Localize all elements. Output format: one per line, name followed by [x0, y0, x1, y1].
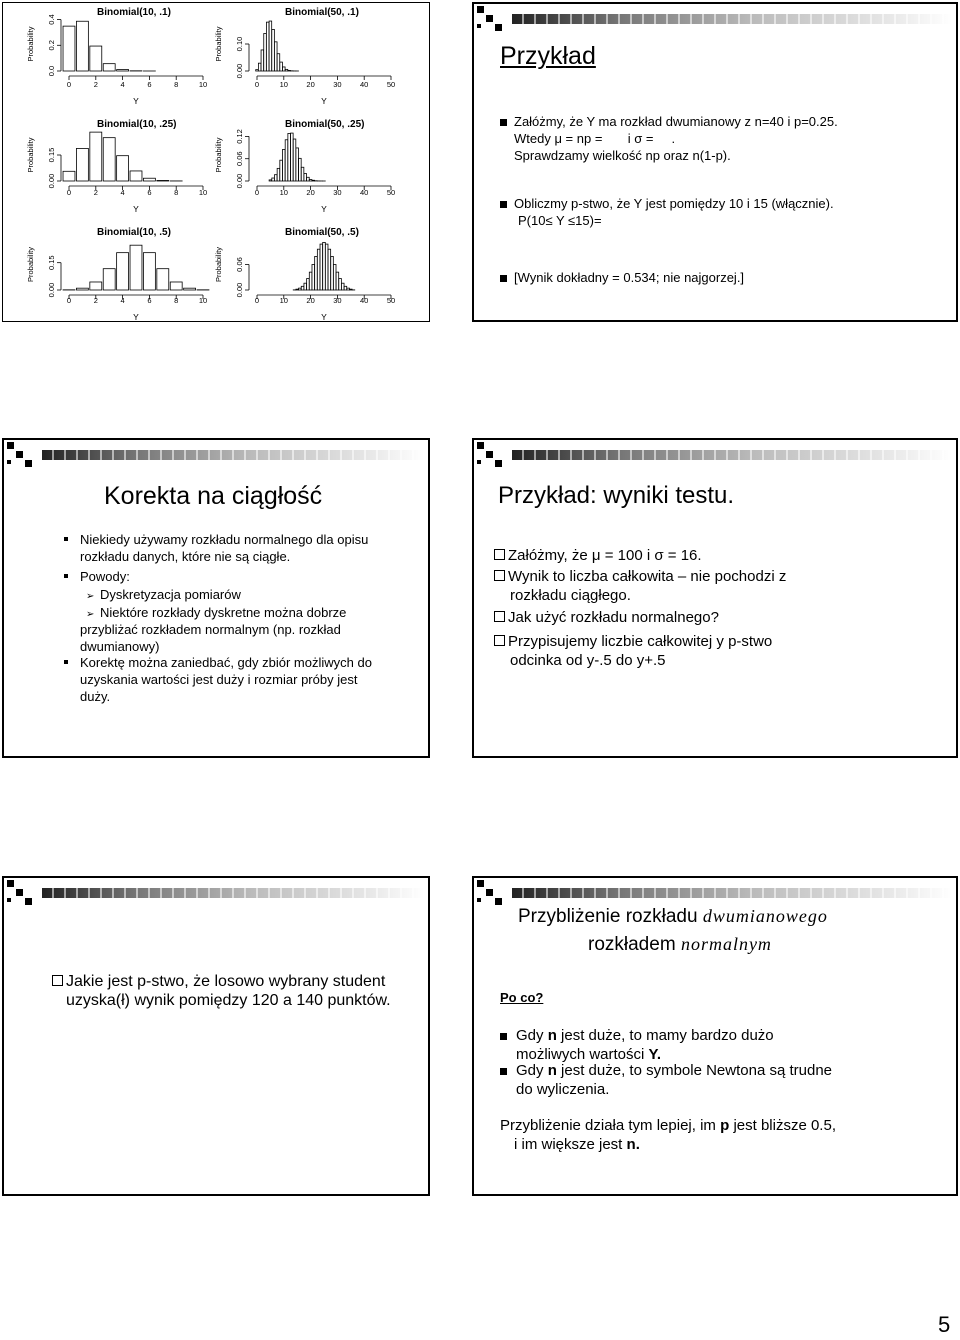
summary-line-1 [500, 1116, 956, 1135]
chart-bar [143, 253, 155, 290]
slide-title: Przykład [500, 42, 596, 70]
chart-bar [90, 46, 102, 71]
bullet-1-line-1: Niekiedy używamy rozkładu normalnego dla opisu [80, 532, 369, 547]
chart-bar [76, 21, 88, 71]
chart-bar [277, 54, 280, 71]
binomial-charts [3, 3, 429, 321]
chart-bar [103, 64, 115, 71]
chart-bar [280, 62, 283, 71]
bullet-1-line-1 [516, 1026, 956, 1045]
x-tick-label: 0 [66, 188, 72, 197]
bullet-1 [516, 1026, 956, 1064]
bullet-1-line-1: Załóżmy, że Y ma rozkład dwumianowy z n=40 i p=0.25. [514, 114, 838, 129]
slide-title: Przykład: wyniki testu. [498, 482, 735, 509]
x-tick-label: 10 [198, 296, 208, 305]
chart-bar [328, 249, 331, 290]
chart-bar [269, 180, 272, 181]
x-tick-label: 0 [66, 80, 72, 89]
slide-title-line-2 [588, 934, 772, 956]
y-axis-label: Probability [214, 246, 223, 283]
slide-pytanie [2, 876, 430, 1196]
chart-title: Binomial(50, .25) [285, 119, 365, 130]
bullet-2 [514, 195, 954, 229]
slide-title-line-1 [518, 906, 828, 928]
bullet-2-line-1: Obliczmy p-stwo, że Y jest pomiędzy 10 i 15 (włącznie). [514, 196, 834, 211]
chart-bar [272, 178, 275, 181]
bullet-2 [516, 1061, 956, 1099]
item-1-text: Załóżmy, że μ = 100 i σ = 16. [508, 547, 702, 564]
y-axis-label: Probability [214, 137, 223, 173]
chart-bar [320, 244, 323, 290]
bullet-1-line-3: Sprawdzamy wielkość np oraz n(1-p). [514, 148, 731, 163]
title-text-d: normalnym [680, 934, 772, 954]
chart-bar [274, 42, 277, 71]
chart-bar [130, 171, 142, 181]
bullet-1-line-2: rozkładu danych, które nie są ciągłe. [80, 549, 291, 564]
sub-bullet-1: Dyskretyzacja pomiarów [100, 587, 241, 602]
x-tick-label: 20 [306, 80, 315, 89]
slide-title: Korekta na ciągłość [104, 482, 323, 510]
x-tick-label: 30 [333, 80, 342, 89]
y-tick-label: 0.2 [47, 40, 56, 51]
bullet-3-line-2: uzyskania wartości jest duży i rozmiar próby jest [80, 672, 358, 687]
bullet-icon [500, 201, 507, 208]
x-tick-label: 2 [93, 80, 98, 89]
x-tick-label: 0 [254, 80, 260, 89]
arrow-bullet-icon: ➢ [86, 591, 95, 602]
y-axis-label: Probability [26, 137, 35, 173]
item-2 [494, 567, 954, 586]
y-tick-label: 0.00 [235, 63, 244, 79]
x-tick-label: 6 [147, 188, 152, 197]
slide-korekta [2, 438, 430, 758]
chart-bar [261, 50, 264, 71]
chart-bar [288, 133, 291, 181]
title-text-b: dwumianowego [702, 906, 828, 926]
chart-bar [347, 288, 350, 290]
y-axis-label: Probability [26, 26, 35, 62]
item-3 [494, 608, 954, 632]
x-tick-label: 0 [254, 296, 260, 305]
x-tick-label: 40 [360, 188, 369, 197]
bullet-1-line-2: Wtedy μ = np = i σ = . [514, 131, 676, 146]
bullet-3: [Wynik dokładny = 0.534; nie najgorzej.] [514, 270, 745, 285]
sum-text-c: i im większe jest [514, 1136, 623, 1153]
chart-bar [336, 272, 339, 290]
x-axis-label: Y [133, 204, 139, 214]
title-text-c: rozkładem [588, 934, 676, 955]
bullet-2-line-2: P(10≤ Y ≤15)= [518, 213, 602, 228]
chart-bar [117, 156, 129, 181]
chart-bar [344, 286, 347, 290]
chart-bar [90, 132, 102, 181]
x-tick-label: 30 [333, 188, 342, 197]
chart-bar [184, 288, 196, 290]
y-tick-label: 0.0 [47, 65, 56, 77]
bullet-icon [64, 660, 68, 664]
x-tick-label: 50 [386, 80, 396, 89]
chart-bar [296, 148, 299, 181]
x-tick-label: 0 [66, 296, 72, 305]
b2-n: n [547, 1062, 557, 1079]
chart-bar [170, 282, 182, 290]
sub-bullet-2-line-2: przybliżać rozkładem normalnym (np. rozkład [80, 622, 341, 637]
x-tick-label: 4 [120, 296, 125, 305]
sub-bullet-2-line-1: Niektóre rozkłady dyskretne można dobrze [100, 605, 347, 620]
question [52, 972, 427, 1010]
x-tick-label: 30 [333, 296, 342, 305]
bullet-icon [64, 537, 68, 541]
slide-decoration [6, 442, 424, 466]
slide-przyklad [472, 2, 958, 322]
x-tick-label: 50 [386, 188, 396, 197]
bullet-3-line-1: Korektę można zaniedbać, gdy zbiór możliwych do [80, 655, 372, 670]
chart-bar [103, 138, 115, 181]
chart-bar [76, 288, 88, 290]
sum-n: n. [626, 1136, 640, 1153]
item-2-line-1: Wynik to liczba całkowita – nie pochodzi z [508, 568, 787, 585]
sum-p: p [720, 1117, 730, 1134]
x-tick-label: 8 [174, 188, 179, 197]
bullet-1 [514, 113, 954, 164]
bullet-icon [500, 1068, 507, 1075]
y-axis-label: Probability [214, 26, 223, 62]
y-tick-label: 0.06 [235, 257, 244, 272]
chart-bar [130, 245, 142, 290]
bullet-3 [80, 654, 425, 705]
chart-bar [143, 178, 155, 181]
x-tick-label: 8 [174, 296, 179, 305]
hollow-box-icon [494, 549, 505, 560]
sub-bullet-2 [100, 604, 420, 621]
b1-text-c: możliwych wartości [516, 1046, 645, 1063]
slide-wyniki-testu [472, 438, 958, 758]
y-tick-label: 0.15 [47, 255, 56, 270]
bullet-2-line-1 [516, 1061, 956, 1080]
item-list [494, 546, 954, 670]
bullet-1 [80, 531, 425, 565]
chart-title: Binomial(50, .1) [285, 7, 359, 18]
chart-bar [280, 160, 283, 181]
chart-bar [266, 22, 269, 71]
chart-title: Binomial(10, .5) [97, 227, 171, 238]
b2-text-a: Gdy [516, 1062, 544, 1079]
item-3-text: Jak użyć rozkładu normalnego? [508, 609, 719, 626]
x-tick-label: 20 [306, 188, 315, 197]
x-tick-label: 10 [279, 188, 288, 197]
b1-n: n [547, 1027, 557, 1044]
chart-bar [288, 70, 291, 71]
title-text-a: Przybliżenie rozkładu [518, 906, 698, 927]
bullet-icon [500, 119, 507, 126]
y-tick-label: 0.00 [47, 173, 56, 189]
chart-bar [283, 149, 286, 181]
sub-bullet-2-cont [80, 621, 425, 655]
chart-bar [309, 180, 312, 181]
slide-decoration [6, 880, 424, 904]
chart-bar [317, 249, 320, 290]
chart-title: Binomial(50, .5) [285, 227, 359, 238]
x-axis-label: Y [321, 204, 327, 214]
chart-bar [272, 29, 275, 71]
chart-bar [291, 133, 294, 181]
chart-bar [323, 242, 326, 290]
chart-bar [256, 70, 259, 71]
y-tick-label: 0.15 [47, 147, 56, 163]
chart-bar [304, 174, 307, 181]
hollow-box-icon [494, 570, 505, 581]
y-axis-label: Probability [26, 246, 35, 283]
x-axis-label: Y [321, 96, 327, 106]
chart-bar [269, 21, 272, 71]
question-line-1-text: Jakie jest p-stwo, że losowo wybrany student [66, 973, 386, 990]
summary [500, 1116, 956, 1154]
slide-binomial-charts [2, 2, 430, 322]
hollow-box-icon [52, 975, 63, 986]
b1-text-a: Gdy [516, 1027, 544, 1044]
item-4 [494, 632, 954, 651]
chart-bar [307, 279, 310, 290]
b2-text-b: jest duże, to symbole Newtona są trudne [561, 1062, 833, 1079]
chart-bar [309, 272, 312, 290]
x-tick-label: 10 [198, 188, 208, 197]
chart-bar [293, 139, 296, 181]
chart-bar [299, 288, 302, 290]
question-line-2: uzyska(ł) wynik pomiędzy 120 a 140 punktów. [66, 992, 391, 1009]
chart-bar [315, 256, 318, 290]
page-number: 5 [938, 1312, 951, 1337]
chart-bar [301, 167, 304, 181]
x-tick-label: 6 [147, 80, 152, 89]
arrow-bullet-icon: ➢ [86, 609, 95, 620]
x-tick-label: 4 [120, 80, 125, 89]
slide-przyblizenie [472, 876, 958, 1196]
x-tick-label: 6 [147, 296, 152, 305]
x-tick-label: 0 [254, 188, 260, 197]
chart-bar [331, 256, 334, 290]
x-tick-label: 2 [93, 188, 98, 197]
chart-bar [283, 67, 286, 71]
y-tick-label: 0.12 [235, 129, 244, 144]
y-tick-label: 0.00 [47, 282, 56, 298]
x-tick-label: 20 [306, 296, 315, 305]
po-co-label: Po co? [500, 990, 544, 1005]
chart-bar [117, 70, 129, 71]
b1-text-b: jest duże, to mamy bardzo dużo [561, 1027, 774, 1044]
sum-text-a: Przybliżenie działa tym lepiej, im [500, 1117, 716, 1134]
chart-bar [304, 283, 307, 290]
hollow-box-icon [494, 635, 505, 646]
chart-bar [285, 140, 288, 181]
b1-y: Y. [648, 1046, 662, 1063]
x-tick-label: 10 [279, 80, 288, 89]
chart-bar [285, 69, 288, 71]
x-tick-label: 10 [279, 296, 288, 305]
x-tick-label: 2 [93, 296, 98, 305]
sum-text-b: jest bliższe 0.5, [733, 1117, 836, 1134]
chart-title: Binomial(10, .1) [97, 7, 171, 18]
item-4-line-1: Przypisujemy liczbie całkowitej y p-stwo [508, 633, 773, 650]
chart-bar [350, 289, 353, 290]
y-tick-label: 0.00 [235, 173, 244, 189]
slide-decoration [476, 880, 952, 904]
bullet-3-line-3: duży. [80, 689, 111, 704]
sub-bullet-2-line-3: dwumianowy) [80, 639, 160, 654]
chart-bar [103, 269, 115, 290]
chart-bar [325, 244, 328, 290]
x-tick-label: 40 [360, 80, 369, 89]
chart-bar [76, 148, 88, 181]
chart-bar [157, 269, 169, 290]
chart-bar [274, 175, 277, 181]
chart-bar [312, 180, 315, 181]
bullet-2: Powody: [80, 569, 130, 584]
x-tick-label: 8 [174, 80, 179, 89]
item-1 [494, 546, 954, 567]
chart-bar [63, 171, 75, 181]
x-tick-label: 4 [120, 188, 125, 197]
chart-bar [341, 283, 344, 290]
chart-bar [299, 158, 302, 181]
chart-bar [333, 265, 336, 291]
item-4-line-2: odcinka od y-.5 do y+.5 [510, 652, 666, 669]
hollow-box-icon [494, 611, 505, 622]
x-axis-label: Y [321, 312, 327, 321]
chart-bar [157, 180, 169, 181]
question-line-1 [52, 972, 427, 991]
bullet-icon [500, 275, 507, 282]
chart-bar [301, 286, 304, 290]
x-tick-label: 10 [198, 80, 208, 89]
x-axis-label: Y [133, 312, 139, 321]
x-axis-label: Y [133, 96, 139, 106]
chart-bar [339, 279, 342, 290]
y-tick-label: 0.06 [235, 151, 244, 167]
x-tick-label: 40 [360, 296, 369, 305]
bullet-2-line-2: do wyliczenia. [516, 1081, 610, 1098]
chart-bar [296, 289, 299, 290]
bullet-icon [500, 1033, 507, 1040]
bullet-icon [64, 574, 68, 578]
y-tick-label: 0.10 [235, 36, 244, 52]
chart-bar [277, 168, 280, 181]
chart-title: Binomial(10, .25) [97, 119, 177, 130]
chart-bar [258, 63, 261, 71]
item-2-line-2: rozkładu ciągłego. [510, 587, 631, 604]
slide-decoration [476, 6, 952, 30]
chart-bar [264, 33, 267, 71]
slide-decoration [476, 442, 952, 466]
chart-bar [90, 282, 102, 290]
chart-bar [117, 253, 129, 290]
chart-bar [307, 177, 310, 181]
y-tick-label: 0.4 [47, 14, 56, 25]
chart-bar [312, 265, 315, 291]
x-tick-label: 50 [386, 296, 396, 305]
summary-line-2 [514, 1135, 956, 1154]
y-tick-label: 0.00 [235, 282, 244, 298]
chart-bar [63, 26, 75, 71]
